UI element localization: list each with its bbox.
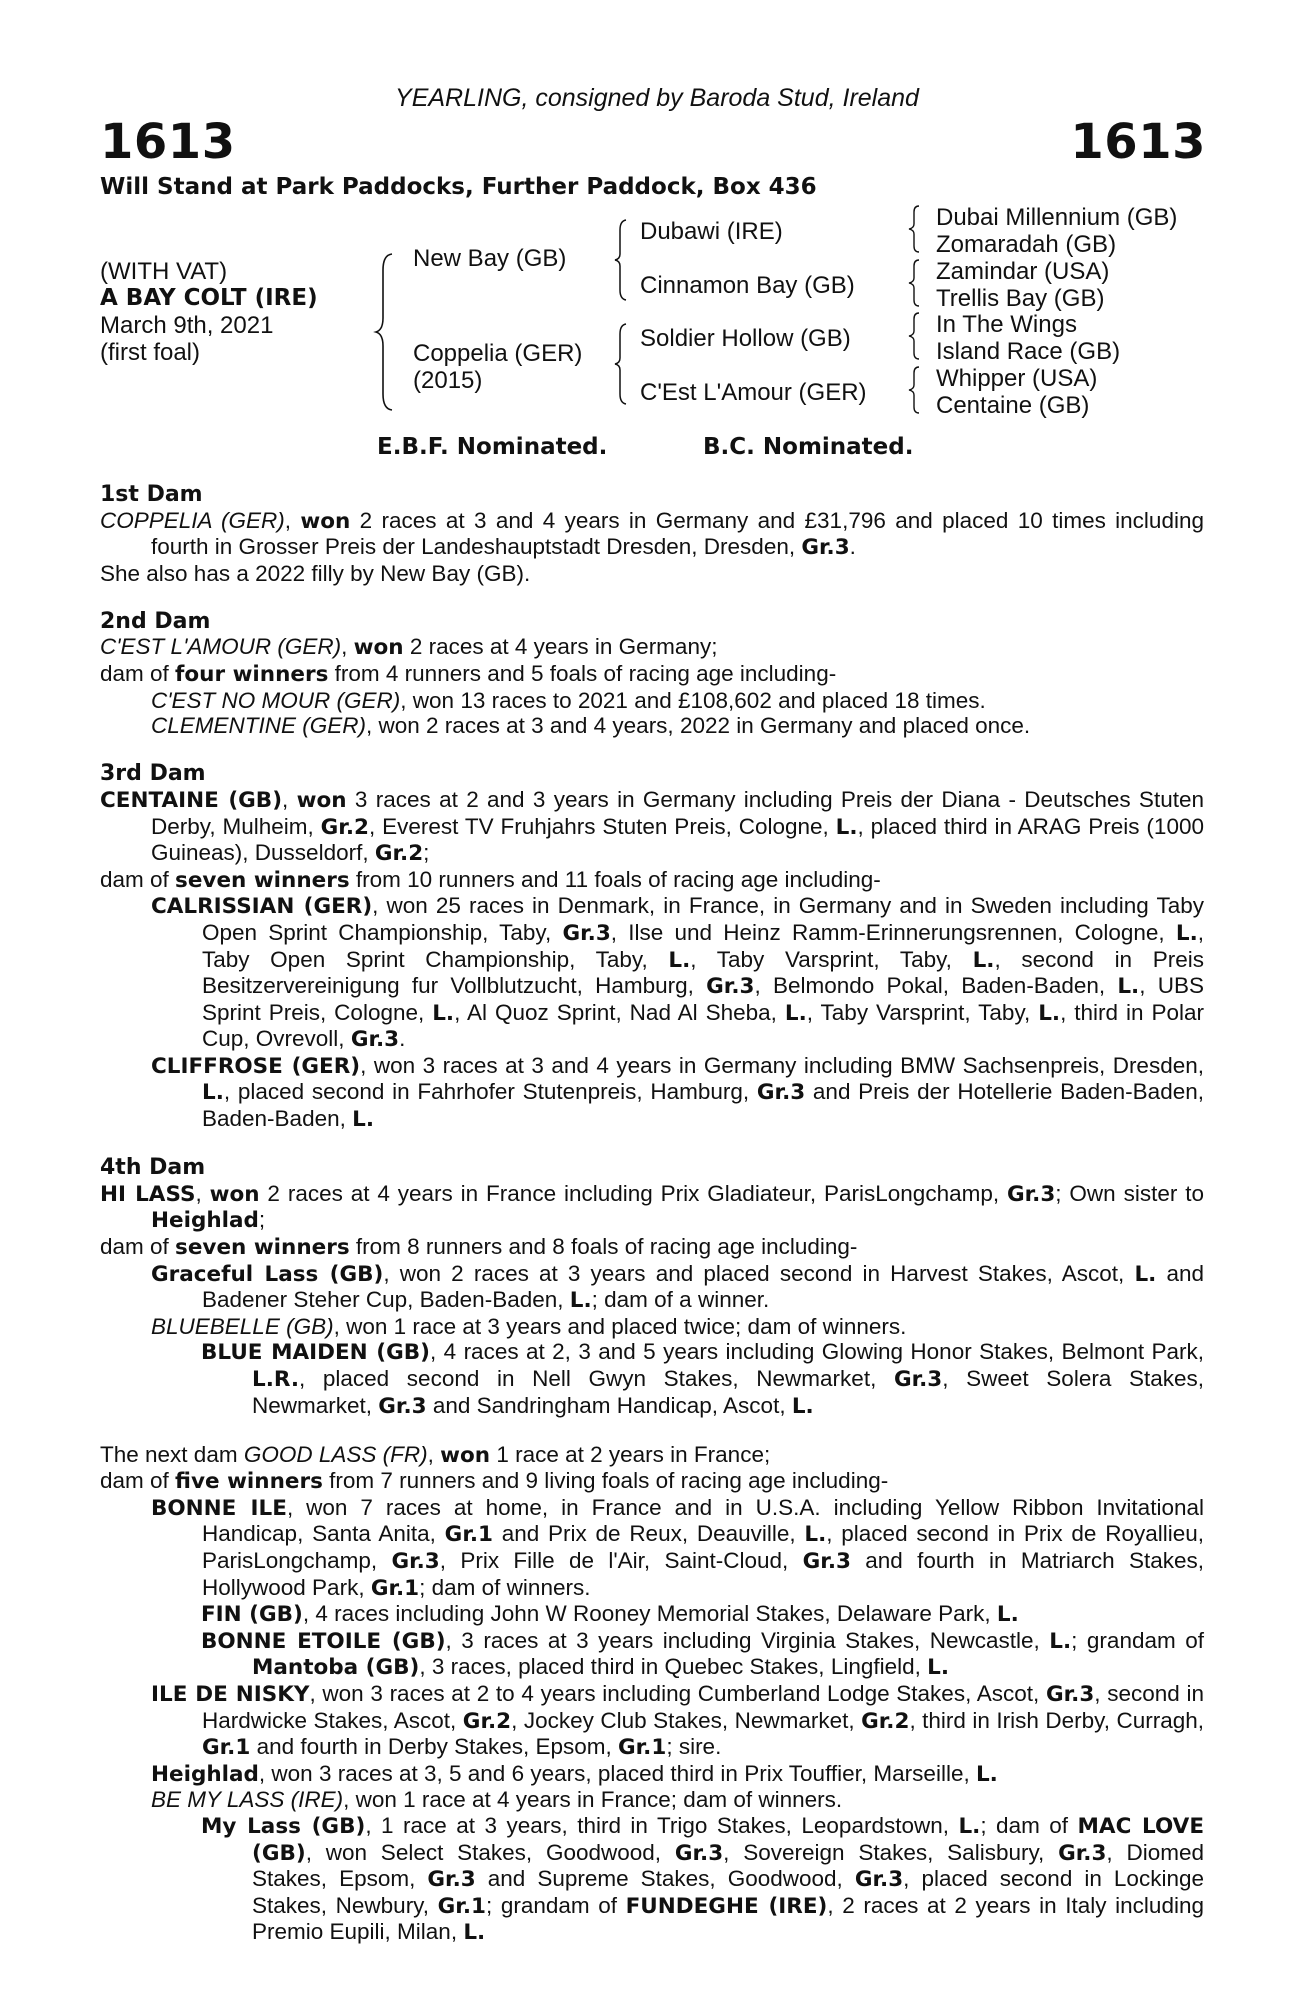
italic-text: BE MY LASS (IRE) <box>151 1787 344 1813</box>
text-run: ; Own sister to <box>1055 1180 1204 1206</box>
text-run: , won 3 races at 2 to 4 years including Cumberland Lodge Stakes, Ascot, <box>309 1680 1046 1706</box>
pedigree-brace-g3b <box>906 258 922 308</box>
pedigree-brace-sire <box>612 218 630 302</box>
text-run: , placed second in Fahrhofer Stutenpreis, Hamburg, <box>223 1079 757 1105</box>
bold-text: L. <box>1117 974 1140 1000</box>
text-run: dam of <box>100 1468 176 1494</box>
bold-text: four winners <box>175 662 329 688</box>
text-run: , won 2 races at 3 years and placed second in Harvest Stakes, Ascot, <box>383 1260 1135 1286</box>
text-run: ; grandam of <box>485 1892 626 1918</box>
bold-text: seven winners <box>175 1234 350 1260</box>
bold-text: Gr.2 <box>320 814 369 840</box>
text-run: , Ilse und Heinz Ramm-Erinnerungsrennen, Cologne, <box>610 919 1176 945</box>
ebf-nomination: E.B.F. Nominated. <box>377 434 608 460</box>
text-run: , won 3 races at 3, 5 and 6 years, placed third in Prix Touffier, Marseille, <box>258 1760 976 1786</box>
text-run: dam of <box>100 661 176 687</box>
dam-name: Coppelia (GER) <box>413 340 583 367</box>
bold-text: Gr.3 <box>893 1366 943 1392</box>
bold-text: ILE DE NISKY <box>151 1681 310 1707</box>
bold-text: Gr.3 <box>854 1867 904 1893</box>
text-run: 3 races at 2 and 3 years in Germany including Preis der Diana - Deutsches Stuten Derby, Mulheim, <box>151 786 1204 839</box>
ancestor-g3-3: Zamindar (USA) <box>936 258 1110 285</box>
text-run: , Sweet Solera Stakes, Newmarket, <box>252 1365 1204 1418</box>
record-paragraph <box>100 1601 1204 1628</box>
dam-section <box>100 1155 1204 1419</box>
text-run: , won 13 races to 2021 and £108,602 and placed 18 times. <box>400 687 986 713</box>
sire-name: New Bay (GB) <box>413 245 567 272</box>
text-run: dam of <box>100 866 176 892</box>
bold-text: L. <box>927 1655 950 1681</box>
bold-text: Gr.1 <box>437 1893 486 1919</box>
text-run: , <box>195 1180 210 1206</box>
text-run: , <box>282 786 297 812</box>
section-heading: 1st Dam <box>100 482 203 507</box>
text-run: 2 races at 4 years in France including Prix Gladiateur, ParisLongchamp, <box>259 1180 1007 1206</box>
bold-text: L. <box>972 947 995 973</box>
text-run: , Diomed Stakes, Epsom, <box>252 1839 1204 1892</box>
bold-text: Gr.2 <box>861 1708 910 1734</box>
record-paragraph <box>100 893 1204 1053</box>
bold-text: won <box>353 635 404 661</box>
record-paragraph <box>100 508 1204 561</box>
bold-text: HI LASS <box>100 1181 196 1207</box>
lot-number-right: 1613 <box>1070 114 1206 170</box>
bold-text: FIN (GB) <box>201 1602 303 1628</box>
bold-text: L. <box>784 1000 807 1026</box>
ancestor-g3-2: Zomaradah (GB) <box>936 231 1117 258</box>
text-run: , won Select Stakes, Goodwood, <box>305 1839 675 1865</box>
bold-text: Gr.3 <box>1006 1181 1056 1207</box>
bold-text: Gr.3 <box>378 1393 427 1419</box>
text-run: , won 2 races at 3 and 4 years, 2022 in Germany and placed once. <box>366 713 1031 739</box>
bold-text: Graceful Lass (GB) <box>151 1261 384 1287</box>
record-paragraph <box>100 787 1204 867</box>
record-paragraph <box>100 634 1204 661</box>
text-run: from 7 runners and 9 living foals of racing age including- <box>322 1468 889 1494</box>
bold-text: L. <box>569 1288 592 1314</box>
bold-text: won <box>296 787 347 813</box>
bold-text: CENTAINE (GB) <box>100 787 283 813</box>
section-heading: 2nd Dam <box>100 608 211 634</box>
bold-text: Gr.3 <box>391 1548 440 1574</box>
vat-note: (WITH VAT) <box>100 258 228 285</box>
text-run: ; grandam of <box>1071 1627 1204 1653</box>
bold-text: L.R. <box>252 1366 299 1392</box>
dam-section <box>100 761 1204 1132</box>
pedigree-brace-g3d <box>906 365 922 415</box>
record-paragraph <box>100 1468 1204 1495</box>
text-run: She also has a 2022 filly by New Bay (GB). <box>100 560 531 586</box>
bold-text: L. <box>668 947 691 973</box>
text-run: , <box>427 1441 441 1467</box>
text-run: , second in Hardwicke Stakes, Ascot, <box>202 1680 1204 1733</box>
text-run: , Taby Varsprint, Taby, <box>806 999 1039 1025</box>
text-run: , won 7 races at home, in France and in U.S.A. including Yellow Ribbon Invitational Handicap, Santa Anita, <box>202 1494 1204 1547</box>
bold-text: L. <box>975 1761 998 1787</box>
record-paragraph <box>100 1053 1204 1133</box>
bold-text: Heighlad <box>151 1208 259 1234</box>
ancestor-g3-7: Whipper (USA) <box>936 365 1098 392</box>
text-run: 2 races at 3 and 4 years in Germany and £31,796 and placed 10 times including fourth in Grosser Preis der Landeshauptstadt Dresden, Dresden, <box>151 507 1204 560</box>
record-paragraph <box>100 1181 1204 1234</box>
sire-dam-name: Cinnamon Bay (GB) <box>640 272 855 299</box>
italic-text: C'EST NO MOUR (GER) <box>151 687 401 713</box>
bold-text: L. <box>463 1920 486 1946</box>
text-run: , placed second in Lockinge Stakes, Newbury, <box>252 1866 1204 1918</box>
bold-text: MAC LOVE (GB) <box>252 1813 1205 1866</box>
record-paragraph <box>100 1234 1204 1261</box>
text-run: ; dam of <box>980 1812 1078 1838</box>
sire-sire-name: Dubawi (IRE) <box>640 218 783 245</box>
text-run: , Sovereign Stakes, Salisbury, <box>723 1839 1059 1865</box>
record-paragraph <box>100 713 1204 739</box>
bold-text: L. <box>996 1602 1019 1628</box>
stabling-location: Will Stand at Park Paddocks, Further Paddock, Box 436 <box>100 174 817 200</box>
bold-text: BONNE ILE <box>151 1495 287 1521</box>
bold-text: seven winners <box>175 867 350 893</box>
italic-text: C'EST L'AMOUR (GER) <box>100 634 342 660</box>
text-run: The next dam <box>100 1441 244 1467</box>
ancestor-g3-4: Trellis Bay (GB) <box>936 285 1105 312</box>
bold-text: L. <box>1134 1261 1157 1287</box>
bold-text: My Lass (GB) <box>201 1813 366 1839</box>
record-paragraph <box>100 661 1204 688</box>
text-run: and Prix de Reux, Deauville, <box>492 1521 805 1547</box>
text-run: 2 races at 4 years in Germany; <box>403 634 718 660</box>
text-run: , won 3 races at 3 and 4 years in Germany including BMW Sachsenpreis, Dresden, <box>360 1052 1204 1078</box>
text-run: , Belmondo Pokal, Baden-Baden, <box>754 973 1118 999</box>
bold-text: Gr.3 <box>801 535 850 561</box>
dam-sire-name: Soldier Hollow (GB) <box>640 325 851 352</box>
ancestor-g3-8: Centaine (GB) <box>936 392 1090 419</box>
pedigree-brace-main <box>372 252 396 412</box>
text-run: , Taby Varsprint, Taby, <box>690 946 973 972</box>
foaling-date: March 9th, 2021 <box>100 312 274 339</box>
record-paragraph <box>100 688 1204 714</box>
text-run: ; <box>258 1207 266 1233</box>
section-heading: 3rd Dam <box>100 761 206 787</box>
bold-text: BONNE ETOILE (GB) <box>201 1628 446 1654</box>
text-run: and Badener Steher Cup, Baden-Baden, <box>202 1260 1204 1313</box>
bold-text: L. <box>432 1000 455 1026</box>
dam-section <box>100 609 1204 739</box>
text-run: , Al Quoz Sprint, Nad Al Sheba, <box>454 999 785 1025</box>
text-run: from 10 runners and 11 foals of racing age including- <box>349 866 881 892</box>
text-run: , 3 races, placed third in Quebec Stakes, Lingfield, <box>419 1654 928 1680</box>
italic-text: COPPELIA (GER) <box>100 507 285 533</box>
bold-text: FUNDEGHE (IRE) <box>625 1893 828 1919</box>
text-run: , 4 races at 2, 3 and 5 years including Glowing Honor Stakes, Belmont Park, <box>430 1339 1204 1365</box>
bold-text: Gr.1 <box>202 1735 251 1761</box>
text-run: , UBS Sprint Preis, Cologne, <box>202 973 1204 1025</box>
bold-text: CLIFFROSE (GER) <box>151 1053 361 1079</box>
italic-text: BLUEBELLE (GB) <box>151 1313 334 1339</box>
text-run: , 2 races at 2 years in Italy including Premio Eupili, Milan, <box>252 1892 1204 1945</box>
bold-text: L. <box>958 1813 981 1839</box>
record-paragraph <box>100 1787 1204 1813</box>
text-run: and Supreme Stakes, Goodwood, <box>475 1866 855 1892</box>
bold-text: won <box>209 1181 260 1207</box>
text-run: . <box>849 534 856 560</box>
italic-text: CLEMENTINE (GER) <box>151 713 367 739</box>
bold-text: L. <box>1049 1628 1072 1654</box>
text-run: , Prix Fille de l'Air, Saint-Cloud, <box>439 1547 803 1573</box>
dam-foaling-year: (2015) <box>413 367 483 394</box>
text-run: , won 1 race at 3 years and placed twice; dam of winners. <box>333 1313 907 1339</box>
bold-text: Gr.3 <box>427 1867 476 1893</box>
text-run: dam of <box>100 1233 176 1259</box>
text-run: , second in Preis Besitzervereinigung fur Vollblutzucht, Hamburg, <box>202 946 1204 999</box>
bold-text: BLUE MAIDEN (GB) <box>201 1340 430 1366</box>
record-paragraph <box>100 1681 1204 1761</box>
text-run: , <box>284 507 301 533</box>
text-run: , <box>341 634 354 660</box>
record-paragraph <box>100 867 1204 894</box>
text-run: , placed third in ARAG Preis (1000 Guineas), Dusseldorf, <box>151 813 1204 866</box>
horse-name: A BAY COLT (IRE) <box>100 285 318 311</box>
bold-text: L. <box>1175 920 1198 946</box>
record-paragraph <box>100 1339 1204 1419</box>
bold-text: CALRISSIAN (GER) <box>151 894 373 920</box>
bold-text: won <box>440 1442 491 1468</box>
dam-dam-name: C'Est L'Amour (GER) <box>640 379 867 406</box>
text-run: and Preis der Hotellerie Baden-Baden, Baden-Baden, <box>202 1079 1204 1132</box>
bold-text: L. <box>835 814 858 840</box>
text-run: , placed second in Prix de Royallieu, ParisLongchamp, <box>202 1521 1204 1573</box>
bold-text: Gr.1 <box>618 1735 667 1761</box>
bold-text: L. <box>1038 1000 1061 1026</box>
text-run: ; dam of winners. <box>419 1574 591 1600</box>
bold-text: Gr.3 <box>802 1548 851 1574</box>
text-run: 1 race at 2 years in France; <box>490 1441 771 1467</box>
record-paragraph <box>100 561 1204 587</box>
text-run: , 4 races including John W Rooney Memorial Stakes, Delaware Park, <box>302 1601 997 1627</box>
bold-text: Gr.3 <box>1045 1681 1095 1707</box>
bold-text: Gr.3 <box>706 974 755 1000</box>
bold-text: Gr.3 <box>1058 1840 1107 1866</box>
record-paragraph <box>100 1442 1204 1469</box>
bold-text: five winners <box>175 1469 323 1495</box>
bold-text: Heighlad <box>151 1761 259 1787</box>
ancestor-g3-1: Dubai Millennium (GB) <box>936 204 1178 231</box>
bold-text: won <box>300 508 351 534</box>
bold-text: Gr.1 <box>370 1575 420 1601</box>
bold-text: L. <box>804 1522 827 1548</box>
text-run: , third in Irish Derby, Curragh, <box>909 1707 1205 1733</box>
bold-text: Gr.3 <box>350 1027 400 1053</box>
bold-text: Gr.2 <box>374 841 424 867</box>
section-heading: 4th Dam <box>100 1155 206 1181</box>
bold-text: Gr.3 <box>756 1080 806 1106</box>
bold-text: Mantoba (GB) <box>252 1655 420 1681</box>
bold-text: Gr.3 <box>674 1840 724 1866</box>
text-run: and fourth in Derby Stakes, Epsom, <box>250 1734 618 1760</box>
text-run: , won 25 races in Denmark, in France, in Germany and in Sweden including Taby Open Sprint Championship, Taby, <box>202 893 1204 945</box>
bold-text: Gr.3 <box>562 920 611 946</box>
ancestor-g3-6: Island Race (GB) <box>936 338 1121 365</box>
record-paragraph <box>100 1761 1204 1788</box>
bold-text: L. <box>352 1107 374 1133</box>
bold-text: L. <box>202 1080 224 1106</box>
text-run: from 8 runners and 8 foals of racing age including- <box>349 1233 858 1259</box>
text-run: , placed second in Nell Gwyn Stakes, Newmarket, <box>299 1365 894 1391</box>
text-run: , third in Polar Cup, Ovrevoll, <box>202 999 1204 1052</box>
record-paragraph <box>100 1813 1204 1946</box>
record-paragraph <box>100 1628 1204 1681</box>
text-run: , Everest TV Fruhjahrs Stuten Preis, Cologne, <box>368 813 836 839</box>
text-run: , Taby Open Sprint Championship, Taby, <box>202 919 1205 972</box>
pedigree-brace-g3c <box>906 311 922 361</box>
record-paragraph <box>100 1261 1204 1314</box>
ancestor-g3-5: In The Wings <box>936 311 1077 338</box>
record-paragraph <box>100 1314 1204 1340</box>
lot-number-left: 1613 <box>100 114 236 170</box>
record-paragraph <box>100 1495 1204 1601</box>
text-run: and fourth in Matriarch Stakes, Hollywood Park, <box>202 1547 1204 1600</box>
italic-text: GOOD LASS (FR) <box>243 1441 428 1467</box>
text-run: ; <box>423 840 430 866</box>
text-run: from 4 runners and 5 foals of racing age including- <box>328 661 837 687</box>
text-run: , 3 races at 3 years including Virginia Stakes, Newcastle, <box>445 1627 1050 1653</box>
dam-section <box>100 482 1204 586</box>
text-run: and Sandringham Handicap, Ascot, <box>426 1392 792 1418</box>
text-run: ; sire. <box>666 1734 722 1760</box>
bc-nomination: B.C. Nominated. <box>703 434 914 460</box>
consignment-line: YEARLING, consigned by Baroda Stud, Ireland <box>395 84 919 112</box>
produce-record <box>100 482 1204 1968</box>
pedigree-brace-g3a <box>906 204 922 254</box>
dam-section <box>100 1442 1204 1946</box>
text-run: , 1 race at 3 years, third in Trigo Stakes, Leopardstown, <box>365 1812 959 1838</box>
text-run: . <box>399 1026 406 1052</box>
foal-note: (first foal) <box>100 339 201 366</box>
bold-text: Gr.1 <box>444 1522 493 1548</box>
text-run: , won 1 race at 4 years in France; dam of winners. <box>343 1787 843 1813</box>
text-run: ; dam of a winner. <box>591 1287 770 1313</box>
bold-text: L. <box>791 1393 814 1419</box>
pedigree-brace-dam <box>612 322 630 406</box>
text-run: , Jockey Club Stakes, Newmarket, <box>511 1707 862 1733</box>
bold-text: Gr.2 <box>462 1708 512 1734</box>
